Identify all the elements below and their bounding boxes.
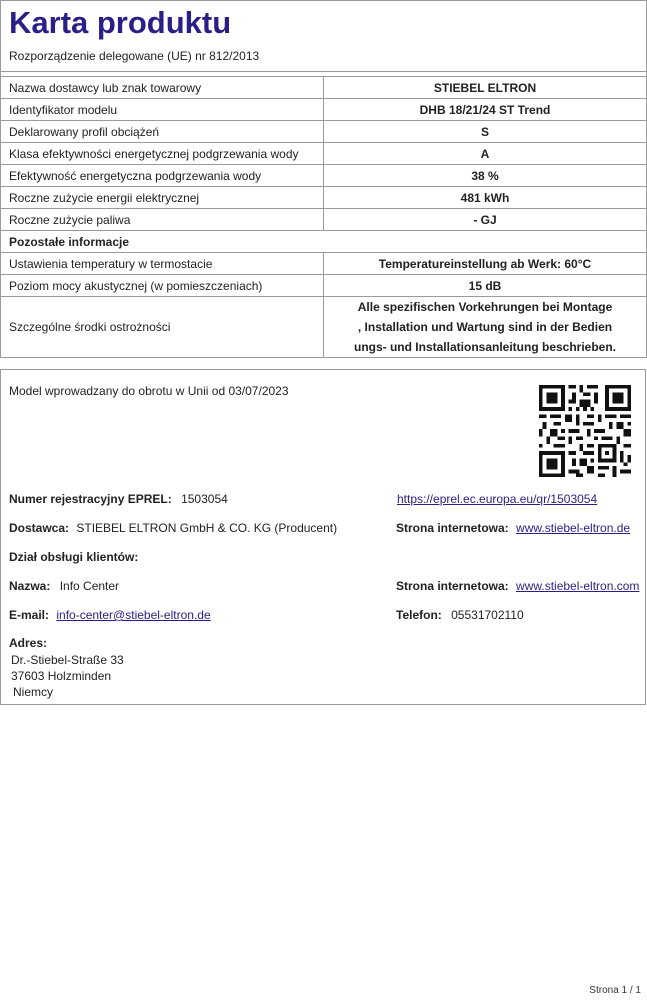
- service-phone-label: Telefon:: [396, 608, 442, 622]
- table-row: [1, 275, 646, 297]
- page-number: Strona 1 / 1: [589, 985, 641, 996]
- service-email-label: E-mail:: [9, 608, 50, 622]
- service-email-link[interactable]: info-center@stiebel-eltron.de: [56, 608, 211, 622]
- supplier-website-label: Strona internetowa:: [396, 521, 509, 535]
- row-value: 38 %: [324, 165, 647, 187]
- supplier-website-link[interactable]: www.stiebel-eltron.de: [516, 521, 631, 535]
- supplier-name: STIEBEL ELTRON GmbH & CO. KG (Producent): [76, 521, 338, 535]
- precautions-line: Alle spezifischen Vorkehrungen bei Montage: [357, 300, 613, 314]
- supplier-field: [9, 521, 337, 535]
- service-name-field: [9, 579, 119, 593]
- regulation-reference: Rozporządzenie delegowane (UE) nr 812/2013: [1, 43, 646, 72]
- precautions-line: , Installation und Wartung sind in der Bedien: [357, 320, 613, 334]
- row-label: Identyfikator modelu: [1, 99, 324, 121]
- service-phone: 05531702110: [451, 608, 524, 622]
- eprel-field: [9, 492, 228, 506]
- table-row: [1, 99, 646, 121]
- row-value: DHB 18/21/24 ST Trend: [324, 99, 647, 121]
- row-value: Temperatureinstellung ab Werk: 60°C: [324, 253, 647, 275]
- customer-service-heading: Dział obsługi klientów:: [9, 550, 139, 564]
- row-value: A: [324, 143, 647, 165]
- row-label: Ustawienia temperatury w termostacie: [1, 253, 324, 275]
- address-line: 37603 Holzminden: [11, 669, 112, 683]
- table-row: [1, 253, 646, 275]
- table-row: [1, 165, 646, 187]
- service-email-field: [9, 608, 211, 622]
- row-label: Roczne zużycie paliwa: [1, 209, 324, 231]
- row-label: Poziom mocy akustycznej (w pomieszczeniach): [1, 275, 324, 297]
- service-name-label: Nazwa:: [9, 579, 51, 593]
- row-label: Nazwa dostawcy lub znak towarowy: [1, 77, 324, 99]
- row-value: S: [324, 121, 647, 143]
- table-row: [1, 143, 646, 165]
- supplier-website-field: [396, 521, 630, 535]
- table-row: [1, 209, 646, 231]
- eprel-link[interactable]: https://eprel.ec.europa.eu/qr/1503054: [397, 492, 598, 506]
- row-value: STIEBEL ELTRON: [324, 77, 647, 99]
- precautions-line: ungs- und Installationsanleitung beschrieben.: [353, 340, 617, 354]
- section-heading: Pozostałe informacje: [1, 231, 646, 253]
- market-date: Model wprowadzany do obrotu w Unii od 03/07/2023: [9, 384, 289, 398]
- address-line: Dr.-Stiebel-Straße 33: [11, 653, 124, 667]
- service-phone-field: [396, 608, 524, 622]
- row-label: Efektywność energetyczna podgrzewania wody: [1, 165, 324, 187]
- supplier-label: Dostawca:: [9, 521, 70, 535]
- section-heading-row: [1, 231, 646, 253]
- service-website-label: Strona internetowa:: [396, 579, 509, 593]
- product-fiche: [0, 0, 647, 358]
- address-label: Adres:: [9, 636, 48, 650]
- row-value: 481 kWh: [324, 187, 647, 209]
- eprel-number: 1503054: [181, 492, 228, 506]
- service-website-field: [396, 579, 639, 593]
- row-label: Szczególne środki ostrożności: [1, 297, 324, 358]
- page-title: Karta produktu: [9, 5, 232, 40]
- row-label: Roczne zużycie energii elektrycznej: [1, 187, 324, 209]
- eprel-label: Numer rejestracyjny EPREL:: [9, 492, 172, 506]
- row-label: Deklarowany profil obciążeń: [1, 121, 324, 143]
- table-row: [1, 187, 646, 209]
- precautions-value: [324, 297, 647, 358]
- address-line: Niemcy: [13, 685, 54, 699]
- row-value: 15 dB: [324, 275, 647, 297]
- eprel-info-box: [0, 369, 646, 705]
- table-row: [1, 121, 646, 143]
- qr-code-icon[interactable]: [539, 385, 631, 477]
- row-label: Klasa efektywności energetycznej podgrzewania wody: [1, 143, 324, 165]
- service-name: Info Center: [59, 579, 120, 593]
- table-row: [1, 77, 646, 99]
- spec-table: [1, 77, 646, 358]
- service-website-link[interactable]: www.stiebel-eltron.com: [516, 579, 640, 593]
- row-value: - GJ: [324, 209, 647, 231]
- table-row: [1, 297, 646, 358]
